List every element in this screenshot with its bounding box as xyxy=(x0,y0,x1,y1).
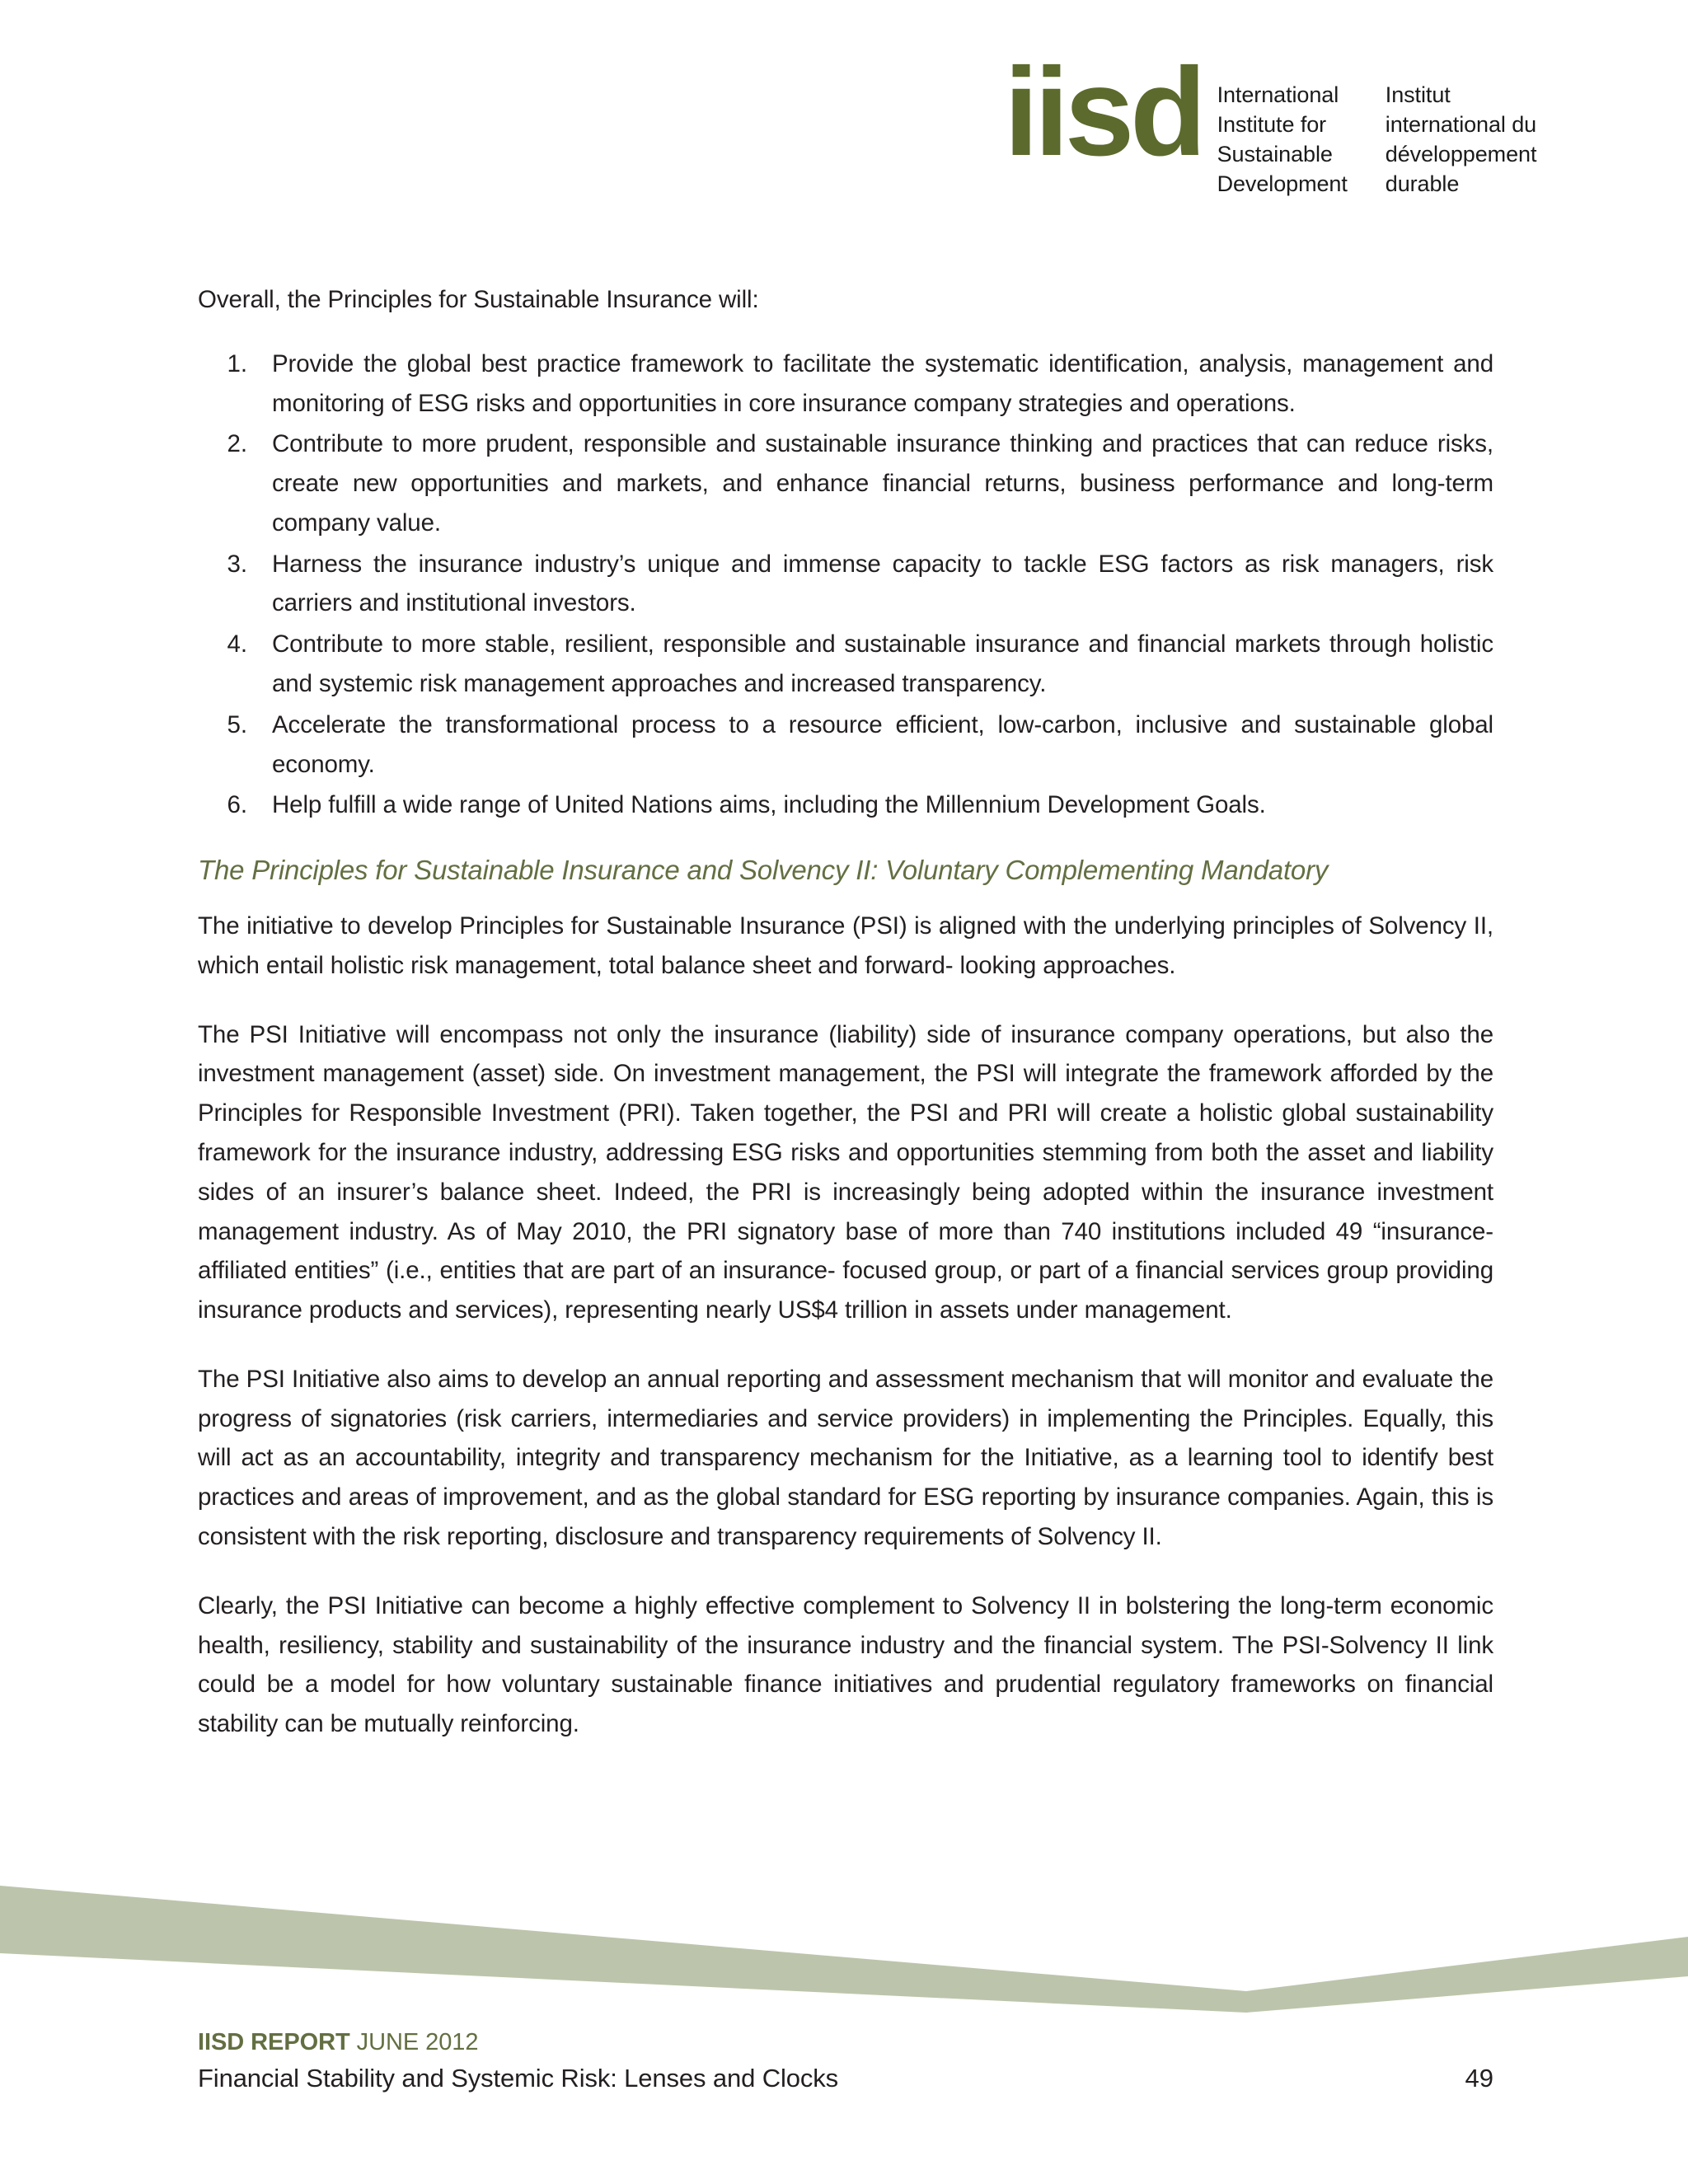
logo-en-line-1: International xyxy=(1217,82,1339,107)
logo-english-name xyxy=(1217,81,1348,199)
list-item: 1. Provide the global best practice framework to facilitate the systematic identification, analysis, management and monitoring of ESG risks and opportunities in core insurance company strategies and operations. xyxy=(254,344,1493,424)
body-paragraph-4: Clearly, the PSI Initiative can become a highly effective complement to Solvency II in bolstering the long-term economic health, resiliency, stability and sustainability of the insurance industry and the financial system. The PSI-Solvency II link could be a model for how voluntary sustainable finance initiatives and prudential regulatory frameworks on financial stability can be mutually reinforcing. xyxy=(198,1591,1493,1738)
iisd-logo xyxy=(1004,42,1537,199)
footer-report-date: JUNE 2012 xyxy=(356,2029,479,2055)
body-paragraph-3: The PSI Initiative also aims to develop an annual reporting and assessment mechanism that will monitor and evaluate the progress of signatories (risk carriers, intermediaries and service providers) in implementing the Principles. Equally, this will act as an accountability, integrity and transparency mechanism for the Initiative, as a learning tool to identify best practices and areas of improvement, and as the global standard for ESG reporting by insurance companies. Again, this is consistent with the risk reporting, disclosure and transparency requirements of Solvency II. xyxy=(198,1365,1493,1550)
list-item: 5. Accelerate the transformational process to a resource efficient, low-carbon, inclusive and sustainable global economy. xyxy=(254,705,1493,785)
footer-report-line xyxy=(198,2029,1493,2056)
body-paragraph-2: The PSI Initiative will encompass not only the insurance (liability) side of insurance company operations, but also the investment management (asset) side. On investment management, the PSI will integrate the framework afforded by the Principles for Responsible Investment (PRI). Taken together, the PSI and PRI will create a holistic global sustainability framework for the insurance industry, addressing ESG risks and opportunities stemming from both the asset and liability sides of an insurer’s balance sheet. Indeed, the PRI is increasingly being adopted within the insurance investment management industry. As of May 2010, the PRI signatory base of more than 740 institutions included 49 “insurance-affiliated entities” (i.e., entities that are part of an insurance- focused group, or part of a financial services group providing insurance products and services), representing nearly US$4 trillion in assets under management. xyxy=(198,1020,1493,1324)
list-item: 6. Help fulfill a wide range of United Nations aims, including the Millennium Development Goals. xyxy=(254,785,1493,825)
iisd-wordmark-icon: iisd xyxy=(1004,42,1203,182)
list-item: 4. Contribute to more stable, resilient, responsible and sustainable insurance and financial markets through holistic and systemic risk management approaches and increased transparency. xyxy=(254,625,1493,704)
intro-paragraph: Overall, the Principles for Sustainable Insurance will: xyxy=(198,286,759,313)
body-paragraph-1: The initiative to develop Principles for Sustainable Insurance (PSI) is aligned with the underlying principles of Solvency II, which entail holistic risk management, total balance sheet and forward- looking approaches. xyxy=(198,912,1493,979)
page-body xyxy=(198,280,1493,1744)
logo-en-line-4: Development xyxy=(1217,171,1348,196)
principles-list xyxy=(198,344,1493,825)
logo-fr-line-4: durable xyxy=(1385,171,1460,196)
footer-document-title: Financial Stability and Systemic Risk: Lenses and Clocks xyxy=(198,2064,839,2093)
ribbon-chevron-shape xyxy=(0,1886,1688,2013)
page-footer xyxy=(198,2029,1493,2093)
list-item: 3. Harness the insurance industry’s unique and immense capacity to tackle ESG factors as risk managers, risk carriers and institutional investors. xyxy=(254,545,1493,624)
list-item: 2. Contribute to more prudent, responsible and sustainable insurance thinking and practices that can reduce risks, create new opportunities and markets, and enhance financial returns, business performance and long-term company value. xyxy=(254,424,1493,542)
page-number: 49 xyxy=(1465,2064,1493,2093)
logo-fr-line-1: Institut xyxy=(1385,82,1451,107)
footer-report-label: IISD REPORT xyxy=(198,2029,350,2055)
logo-text-group xyxy=(1217,73,1537,199)
section-heading: The Principles for Sustainable Insurance and Solvency II: Voluntary Complementing Mandatory xyxy=(198,855,1329,886)
logo-en-line-2: Institute for xyxy=(1217,111,1327,137)
logo-french-name xyxy=(1386,81,1537,199)
logo-en-line-3: Sustainable xyxy=(1217,141,1333,166)
footer-title-line xyxy=(198,2064,1493,2093)
logo-fr-line-3: développement xyxy=(1385,141,1537,166)
logo-fr-line-2: international du xyxy=(1385,111,1537,137)
